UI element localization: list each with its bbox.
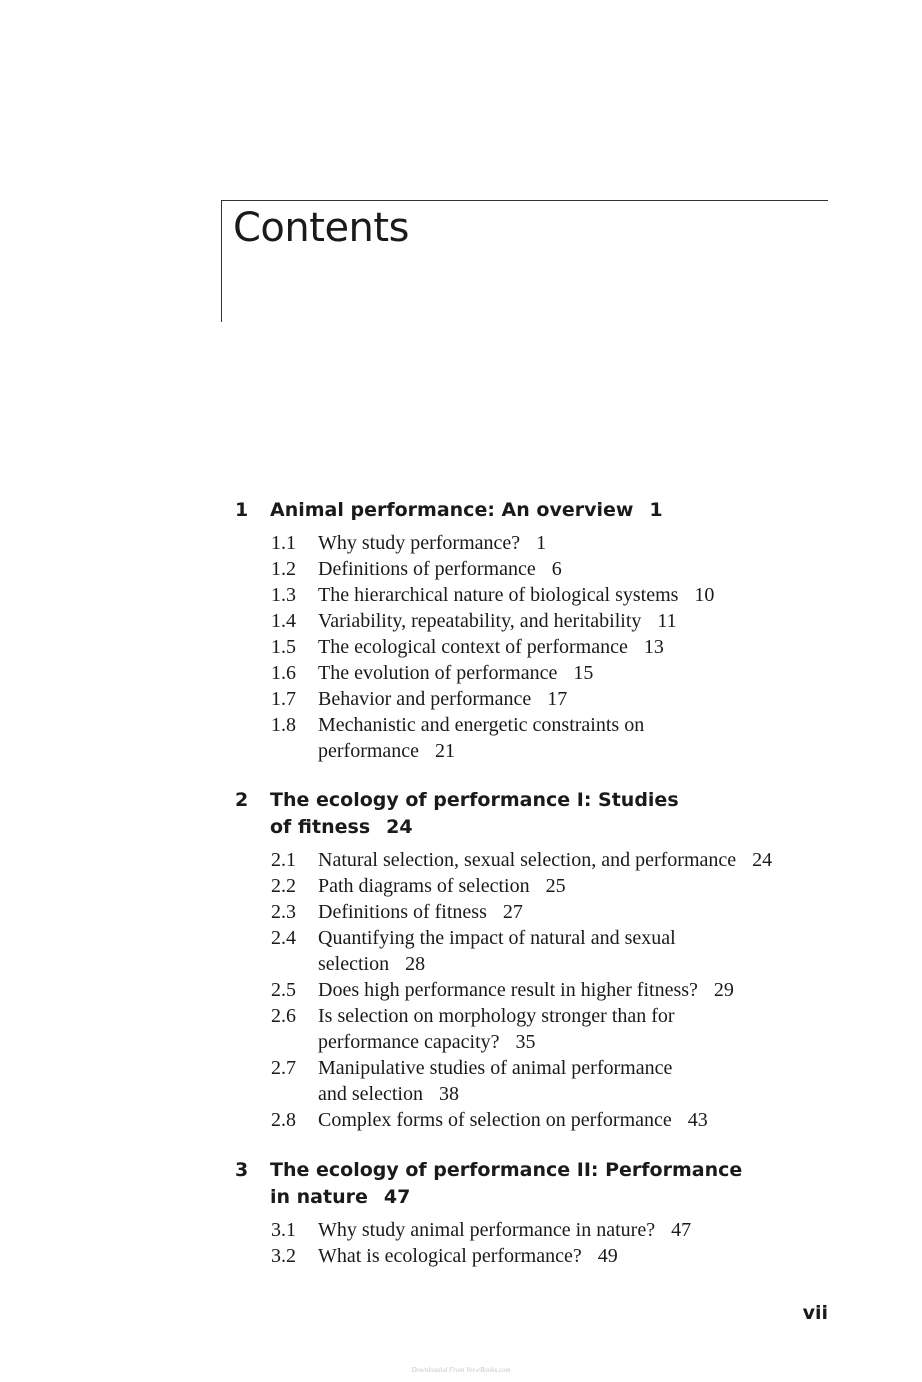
- chapter-heading[interactable]: [235, 497, 875, 524]
- section-page-number: 49: [597, 1245, 618, 1267]
- section-title-text: Variability, repeatability, and heritability: [318, 610, 642, 632]
- toc-section-entry[interactable]: [271, 634, 875, 660]
- section-page-number: 21: [435, 740, 456, 762]
- section-title: [318, 1055, 875, 1107]
- section-number: 2.4: [271, 927, 296, 949]
- section-page-number: 6: [551, 558, 562, 580]
- chapter-heading[interactable]: [235, 1157, 875, 1211]
- section-number: 3.1: [271, 1219, 296, 1241]
- chapter-title: [270, 787, 790, 841]
- section-title: [318, 1003, 875, 1055]
- toc-section-entry[interactable]: [271, 977, 875, 1003]
- section-page-number: 29: [713, 979, 734, 1001]
- chapter-title: [270, 1157, 790, 1211]
- chapter-heading[interactable]: [235, 787, 875, 841]
- page-title: Contents: [233, 205, 409, 251]
- section-title: [318, 712, 875, 764]
- section-list: [235, 847, 875, 1133]
- section-number: 2.5: [271, 979, 296, 1001]
- toc-section-entry[interactable]: [271, 1217, 875, 1243]
- toc-section-entry[interactable]: [271, 1107, 875, 1133]
- section-page-number: 1: [536, 532, 547, 554]
- section-title-text-line2: performance capacity?: [318, 1031, 500, 1053]
- section-title-text-line2: selection: [318, 953, 390, 975]
- chapter-page-number: 1: [649, 499, 663, 521]
- section-title: [318, 1217, 875, 1243]
- section-page-number: 10: [694, 584, 715, 606]
- section-title: [318, 582, 875, 608]
- section-number: 1.5: [271, 636, 296, 658]
- section-title: [318, 660, 875, 686]
- toc-section-entry[interactable]: [271, 899, 875, 925]
- section-number: 1.1: [271, 532, 296, 554]
- section-number: 1.6: [271, 662, 296, 684]
- toc-section-entry[interactable]: [271, 1243, 875, 1269]
- page-number: vii: [802, 1302, 828, 1324]
- section-title: [318, 1107, 875, 1133]
- section-title-text-line2: performance: [318, 740, 420, 762]
- section-page-number: 27: [502, 901, 523, 923]
- section-title-text: Definitions of performance: [318, 558, 536, 580]
- toc-section-entry[interactable]: [271, 873, 875, 899]
- section-title-text: Quantifying the impact of natural and sexual: [318, 927, 676, 949]
- toc-chapter-2: [235, 787, 875, 1133]
- section-number: 2.7: [271, 1057, 296, 1079]
- section-title-text: The ecological context of performance: [318, 636, 628, 658]
- chapter-title-text: The ecology of performance II: Performance: [270, 1159, 743, 1181]
- toc-section-entry[interactable]: [271, 1003, 875, 1055]
- section-title-text: The hierarchical nature of biological systems: [318, 584, 679, 606]
- section-title: [318, 556, 875, 582]
- toc-section-entry[interactable]: [271, 608, 875, 634]
- section-page-number: 17: [547, 688, 568, 710]
- section-number: 1.7: [271, 688, 296, 710]
- section-title: [318, 634, 875, 660]
- section-title-text-line2: and selection: [318, 1083, 423, 1105]
- toc-chapter-3: [235, 1157, 875, 1269]
- section-title-text: Mechanistic and energetic constraints on: [318, 714, 645, 736]
- chapter-title-text: The ecology of performance I: Studies: [270, 789, 679, 811]
- section-list: [235, 530, 875, 764]
- section-page-number: 35: [515, 1031, 536, 1053]
- section-title-text: Complex forms of selection on performance: [318, 1109, 672, 1131]
- section-number: 2.6: [271, 1005, 296, 1027]
- section-page-number: 25: [545, 875, 566, 897]
- section-number: 1.2: [271, 558, 296, 580]
- chapter-number: 2: [235, 789, 249, 811]
- section-title-text: Definitions of fitness: [318, 901, 487, 923]
- toc-section-entry[interactable]: [271, 686, 875, 712]
- section-title-text: Path diagrams of selection: [318, 875, 530, 897]
- toc-chapter-1: [235, 497, 875, 764]
- section-title: [318, 847, 875, 873]
- section-number: 2.3: [271, 901, 296, 923]
- chapter-title-text-line2: of fitness: [270, 816, 371, 838]
- section-title-text: Why study performance?: [318, 532, 521, 554]
- section-page-number: 43: [687, 1109, 708, 1131]
- section-title: [318, 1243, 875, 1269]
- toc-section-entry[interactable]: [271, 847, 875, 873]
- section-title: [318, 977, 875, 1003]
- chapter-number: 1: [235, 499, 249, 521]
- section-title-text: Natural selection, sexual selection, and performance: [318, 849, 737, 871]
- section-page-number: 38: [438, 1083, 459, 1105]
- toc-section-entry[interactable]: [271, 660, 875, 686]
- toc-section-entry[interactable]: [271, 925, 875, 977]
- section-number: 1.4: [271, 610, 296, 632]
- section-title-text: Does high performance result in higher fitness?: [318, 979, 698, 1001]
- section-title: [318, 899, 875, 925]
- toc-section-entry[interactable]: [271, 712, 875, 764]
- toc-section-entry[interactable]: [271, 556, 875, 582]
- chapter-page-number: 47: [383, 1186, 411, 1208]
- footer-watermark-text: Downloaded From Vet-eBooks.com: [411, 1366, 511, 1374]
- section-number: 2.8: [271, 1109, 296, 1131]
- section-number: 1.8: [271, 714, 296, 736]
- section-page-number: 13: [643, 636, 664, 658]
- chapter-number: 3: [235, 1159, 249, 1181]
- section-title-text: Manipulative studies of animal performance: [318, 1057, 673, 1079]
- section-title: [318, 925, 875, 977]
- section-number: 3.2: [271, 1245, 296, 1267]
- section-list: [235, 1217, 875, 1269]
- toc-section-entry[interactable]: [271, 1055, 875, 1107]
- chapter-title: [270, 497, 790, 524]
- section-title-text: What is ecological performance?: [318, 1245, 582, 1267]
- section-title-text: The evolution of performance: [318, 662, 558, 684]
- section-title-text: Why study animal performance in nature?: [318, 1219, 656, 1241]
- section-number: 2.1: [271, 849, 296, 871]
- section-title: [318, 873, 875, 899]
- chapter-page-number: 24: [386, 816, 413, 838]
- section-page-number: 15: [573, 662, 594, 684]
- toc-section-entry[interactable]: [271, 582, 875, 608]
- section-title: [318, 608, 875, 634]
- toc-section-entry[interactable]: [271, 530, 875, 556]
- section-title: [318, 530, 875, 556]
- section-number: 2.2: [271, 875, 296, 897]
- section-number: 1.3: [271, 584, 296, 606]
- section-page-number: 47: [671, 1219, 692, 1241]
- chapter-title-text-line2: in nature: [270, 1186, 368, 1208]
- section-title-text: Behavior and performance: [318, 688, 532, 710]
- section-page-number: 28: [405, 953, 426, 975]
- section-page-number: 24: [752, 849, 773, 871]
- section-title: [318, 686, 875, 712]
- section-title-text: Is selection on morphology stronger than for: [318, 1005, 675, 1027]
- section-page-number: 11: [657, 610, 677, 632]
- chapter-title-text: Animal performance: An overview: [270, 499, 634, 521]
